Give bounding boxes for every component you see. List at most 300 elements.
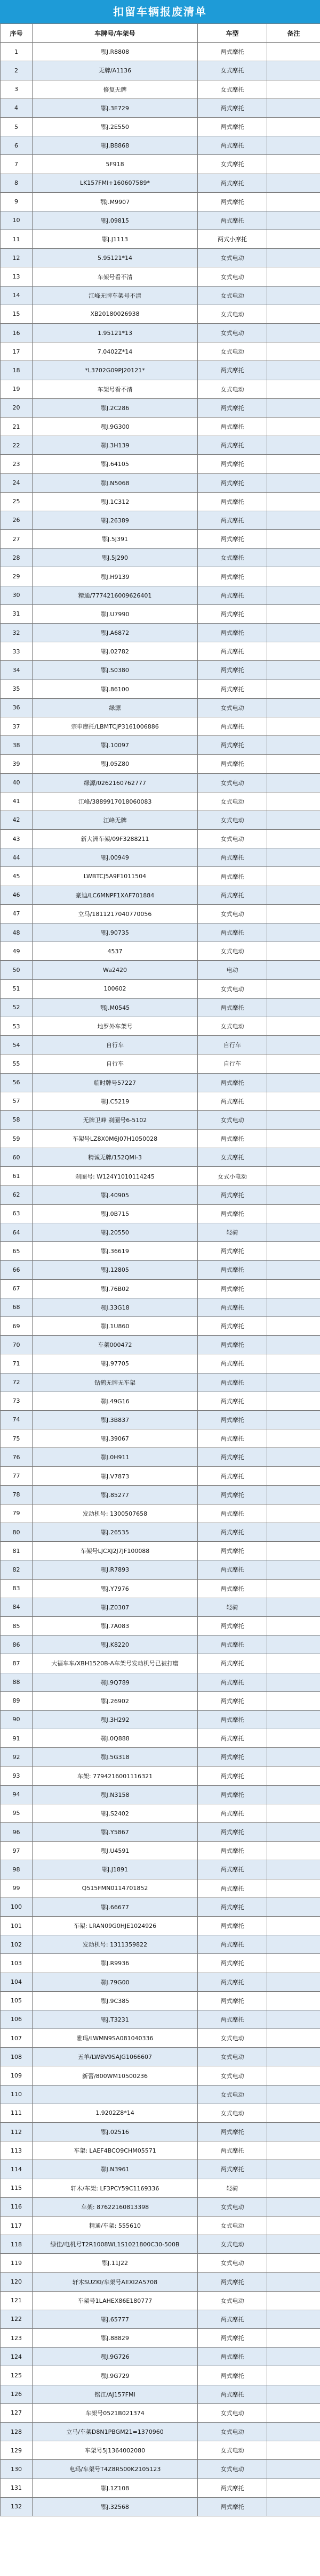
cell-note — [267, 1073, 320, 1092]
header-type: 车型 — [198, 24, 267, 43]
table-row — [1, 661, 320, 680]
cell-plate: 鄂J.9G729 — [33, 2366, 198, 2385]
cell-no: 86 — [1, 1635, 33, 1654]
cell-plate: 发动机号: 1311359822 — [33, 1935, 198, 1954]
cell-type: 女式摩托 — [198, 549, 267, 567]
cell-note — [267, 2441, 320, 2460]
cell-type: 两式摩托 — [198, 1935, 267, 1954]
cell-note — [267, 2066, 320, 2085]
table-row — [1, 961, 320, 979]
cell-no: 67 — [1, 1279, 33, 1298]
cell-note — [267, 904, 320, 923]
cell-type: 两式摩托 — [198, 867, 267, 886]
cell-note — [267, 324, 320, 342]
cell-plate: 鄂J.10097 — [33, 736, 198, 755]
cell-type: 两式摩托 — [198, 1898, 267, 1916]
cell-no: 79 — [1, 1504, 33, 1523]
cell-note — [267, 530, 320, 549]
cell-note — [267, 886, 320, 904]
cell-type: 两式摩托 — [198, 492, 267, 511]
table-row — [1, 642, 320, 661]
table-row — [1, 1579, 320, 1598]
cell-plate: 车架号1LAHEX86E180777 — [33, 2291, 198, 2310]
cell-type: 女式电动 — [198, 1017, 267, 1035]
table-row — [1, 455, 320, 473]
table-row — [1, 342, 320, 361]
cell-no: 37 — [1, 717, 33, 735]
cell-plate: 鄂J.02782 — [33, 642, 198, 661]
cell-type: 女式电动 — [198, 380, 267, 398]
cell-no: 123 — [1, 2329, 33, 2348]
cell-note — [267, 286, 320, 305]
table-row — [1, 1804, 320, 1822]
cell-type: 两式摩托 — [198, 1654, 267, 1673]
cell-no: 101 — [1, 1916, 33, 1935]
table-row — [1, 174, 320, 192]
cell-plate: 鄂J.C5219 — [33, 1092, 198, 1110]
cell-plate: 100602 — [33, 979, 198, 998]
cell-type: 两式摩托 — [198, 1092, 267, 1110]
cell-plate: 鄂J.39067 — [33, 1429, 198, 1448]
table-row — [1, 1429, 320, 1448]
table-row — [1, 2460, 320, 2479]
table-row — [1, 1935, 320, 1954]
cell-no: 2 — [1, 61, 33, 80]
table-row — [1, 2441, 320, 2460]
table-row — [1, 1973, 320, 1991]
cell-plate: 1.95121*13 — [33, 324, 198, 342]
cell-no: 34 — [1, 661, 33, 680]
cell-type: 两式摩托 — [198, 398, 267, 417]
cell-plate: 精通/7774216009626401 — [33, 586, 198, 604]
table-row — [1, 2104, 320, 2122]
cell-plate: *L3702G09PJ20121* — [33, 361, 198, 380]
cell-note — [267, 1748, 320, 1767]
table-row — [1, 1729, 320, 1748]
cell-plate: 五羊/LWBV9SAJG1066607 — [33, 2048, 198, 2066]
cell-plate: 宗申摩托/LBMTCJP3161006886 — [33, 717, 198, 735]
cell-type: 两式摩托 — [198, 2310, 267, 2328]
cell-type: 女式电动 — [198, 2441, 267, 2460]
cell-type: 两式摩托 — [198, 1673, 267, 1691]
cell-type: 自行车 — [198, 1036, 267, 1054]
table-row — [1, 1823, 320, 1842]
cell-plate: 鄂J.33G18 — [33, 1298, 198, 1316]
cell-no: 66 — [1, 1261, 33, 1279]
cell-plate: 鄂J.S2402 — [33, 1804, 198, 1822]
table-row — [1, 2385, 320, 2403]
table-row — [1, 136, 320, 155]
cell-plate: 5F918 — [33, 155, 198, 174]
cell-note — [267, 1204, 320, 1223]
cell-note — [267, 624, 320, 642]
cell-no: 96 — [1, 1823, 33, 1842]
cell-no: 44 — [1, 848, 33, 867]
cell-plate: 鄂J.1C312 — [33, 492, 198, 511]
cell-plate: 鄂J.N5068 — [33, 473, 198, 492]
cell-no: 7 — [1, 155, 33, 174]
cell-type: 两式摩托 — [198, 1767, 267, 1785]
table-row — [1, 1092, 320, 1110]
cell-plate: 新大洲车架/09F3288211 — [33, 830, 198, 848]
cell-note — [267, 1823, 320, 1842]
cell-note — [267, 2366, 320, 2385]
cell-plate: 车架: 87622160813398 — [33, 2197, 198, 2216]
cell-no: 18 — [1, 361, 33, 380]
cell-plate: 鄂J.S0380 — [33, 661, 198, 680]
cell-note — [267, 2160, 320, 2179]
table-row — [1, 530, 320, 549]
table-row — [1, 2179, 320, 2197]
cell-no: 45 — [1, 867, 33, 886]
cell-type: 两式摩托 — [198, 1954, 267, 1973]
cell-no: 104 — [1, 1973, 33, 1991]
cell-no: 14 — [1, 286, 33, 305]
cell-note — [267, 2497, 320, 2516]
cell-no: 5 — [1, 117, 33, 136]
cell-type: 两式摩托 — [198, 1748, 267, 1767]
cell-type: 女式摩托 — [198, 1148, 267, 1167]
cell-type: 两式摩托 — [198, 1410, 267, 1429]
cell-note — [267, 1804, 320, 1822]
cell-no: 81 — [1, 1542, 33, 1560]
table-row — [1, 2048, 320, 2066]
cell-note — [267, 923, 320, 942]
cell-no: 17 — [1, 342, 33, 361]
cell-type: 两式摩托 — [198, 1579, 267, 1598]
cell-plate: 鄂J.0Q888 — [33, 1729, 198, 1748]
table-row — [1, 2066, 320, 2085]
cell-no: 88 — [1, 1673, 33, 1691]
cell-no: 115 — [1, 2179, 33, 2197]
cell-no: 27 — [1, 530, 33, 549]
cell-no: 71 — [1, 1354, 33, 1373]
cell-plate: XB20180026938 — [33, 305, 198, 323]
cell-no: 1 — [1, 43, 33, 61]
cell-note — [267, 567, 320, 586]
cell-type: 电动 — [198, 961, 267, 979]
cell-no: 16 — [1, 324, 33, 342]
table-row — [1, 267, 320, 286]
cell-type: 两式摩托 — [198, 1130, 267, 1148]
cell-plate: 鄂J.12805 — [33, 1261, 198, 1279]
cell-type: 两式摩托 — [198, 586, 267, 604]
cell-plate: 鄂J.A6872 — [33, 624, 198, 642]
cell-note — [267, 1860, 320, 1879]
cell-no: 92 — [1, 1748, 33, 1767]
cell-no: 49 — [1, 942, 33, 961]
cell-plate: 立马/1811217040770056 — [33, 904, 198, 923]
table-row — [1, 586, 320, 604]
cell-note — [267, 473, 320, 492]
cell-no: 51 — [1, 979, 33, 998]
table-row — [1, 1261, 320, 1279]
cell-plate: 鄂J.11J22 — [33, 2254, 198, 2272]
cell-type: 女式电动 — [198, 342, 267, 361]
cell-note — [267, 1710, 320, 1729]
cell-note — [267, 492, 320, 511]
cell-type: 两式摩托 — [198, 1429, 267, 1448]
cell-type: 女式电动 — [198, 2423, 267, 2441]
cell-note — [267, 267, 320, 286]
cell-no: 130 — [1, 2460, 33, 2479]
cell-plate: 车架号0521B021374 — [33, 2403, 198, 2422]
table-row — [1, 361, 320, 380]
cell-note — [267, 2254, 320, 2272]
table-row — [1, 680, 320, 698]
table-row — [1, 61, 320, 80]
cell-plate: 鄂J.0B715 — [33, 1204, 198, 1223]
cell-note — [267, 2291, 320, 2310]
cell-plate: 鄂J.K8220 — [33, 1635, 198, 1654]
cell-note — [267, 99, 320, 117]
cell-note — [267, 80, 320, 99]
cell-note — [267, 1673, 320, 1691]
cell-note — [267, 2197, 320, 2216]
table-row — [1, 1448, 320, 1467]
cell-plate: 鄂J.88829 — [33, 2329, 198, 2348]
cell-no: 42 — [1, 811, 33, 829]
cell-note — [267, 1485, 320, 1504]
cell-type: 两式摩托 — [198, 1879, 267, 1898]
cell-type: 两式摩托 — [198, 2010, 267, 2029]
cell-no: 29 — [1, 567, 33, 586]
cell-type: 女式电动 — [198, 286, 267, 305]
cell-type: 两式摩托 — [198, 1279, 267, 1298]
cell-note — [267, 174, 320, 192]
cell-type: 女式电动 — [198, 2048, 267, 2066]
cell-note — [267, 1542, 320, 1560]
cell-note — [267, 1242, 320, 1261]
cell-type: 两式摩托 — [198, 2329, 267, 2348]
cell-plate: 鄂J.20550 — [33, 1223, 198, 1242]
table-row — [1, 1654, 320, 1673]
table-row — [1, 792, 320, 811]
cell-note — [267, 1785, 320, 1804]
table-row — [1, 867, 320, 886]
cell-note — [267, 2123, 320, 2141]
cell-note — [267, 1767, 320, 1785]
cell-type: 两式摩托 — [198, 1635, 267, 1654]
cell-type: 女式电动 — [198, 2197, 267, 2216]
cell-note — [267, 1598, 320, 1616]
cell-note — [267, 2141, 320, 2160]
table-row — [1, 1354, 320, 1373]
cell-note — [267, 680, 320, 698]
cell-type: 两式摩托 — [198, 680, 267, 698]
cell-note — [267, 2479, 320, 2497]
cell-type: 女式小电动 — [198, 1167, 267, 1185]
cell-no: 43 — [1, 830, 33, 848]
table-row — [1, 1185, 320, 1204]
header-plate: 车牌号/车架号 — [33, 24, 198, 43]
cell-type: 两式摩托 — [198, 736, 267, 755]
cell-plate: Q515FMN0114701852 — [33, 1879, 198, 1898]
cell-plate: 鄂J.02516 — [33, 2123, 198, 2141]
cell-no: 84 — [1, 1598, 33, 1616]
cell-plate: 鄂J.5G318 — [33, 1748, 198, 1767]
cell-no: 47 — [1, 904, 33, 923]
cell-note — [267, 1616, 320, 1635]
cell-type: 两式摩托 — [198, 1185, 267, 1204]
cell-note — [267, 773, 320, 792]
cell-no: 28 — [1, 549, 33, 567]
table-row — [1, 1336, 320, 1354]
table-row — [1, 492, 320, 511]
cell-note — [267, 230, 320, 249]
cell-no: 87 — [1, 1654, 33, 1673]
cell-plate: 鄂J.9G300 — [33, 417, 198, 436]
cell-note — [267, 736, 320, 755]
cell-note — [267, 436, 320, 455]
cell-plate: 无牌卫峰 刹圈号6-5102 — [33, 1110, 198, 1129]
cell-type: 两式摩托 — [198, 1785, 267, 1804]
cell-no: 12 — [1, 249, 33, 267]
table-row — [1, 755, 320, 773]
cell-plate: 轩木SUZKI/车架号AEXI2A5708 — [33, 2272, 198, 2291]
cell-type: 两式摩托 — [198, 2141, 267, 2160]
cell-note — [267, 1973, 320, 1991]
cell-plate: 车架号5J1364002080 — [33, 2441, 198, 2460]
cell-type: 两式摩托 — [198, 1691, 267, 1710]
cell-plate: 鄂J.40905 — [33, 1185, 198, 1204]
cell-type: 女式摩托 — [198, 61, 267, 80]
cell-plate: 鄂J.26389 — [33, 511, 198, 529]
cell-no: 100 — [1, 1898, 33, 1916]
cell-note — [267, 155, 320, 174]
table-row — [1, 2403, 320, 2422]
cell-no: 110 — [1, 2085, 33, 2104]
cell-note — [267, 2235, 320, 2254]
cell-plate: 地罗外车架号 — [33, 1017, 198, 1035]
table-row — [1, 2348, 320, 2366]
cell-type: 两式摩托 — [198, 136, 267, 155]
cell-no: 118 — [1, 2235, 33, 2254]
cell-plate: 发动机号: 1300507658 — [33, 1504, 198, 1523]
cell-plate: LK157FMI+160607589* — [33, 174, 198, 192]
table-row — [1, 1223, 320, 1242]
cell-plate: 修复无牌 — [33, 80, 198, 99]
cell-note — [267, 2460, 320, 2479]
cell-plate: 鄂J.Y5867 — [33, 1823, 198, 1842]
cell-plate: 车架号看不清 — [33, 267, 198, 286]
cell-plate: 鄂J.M9907 — [33, 192, 198, 211]
cell-type: 两式摩托 — [198, 1448, 267, 1467]
cell-plate: 自行车 — [33, 1054, 198, 1073]
cell-note — [267, 1392, 320, 1410]
cell-plate — [33, 2085, 198, 2104]
table-row — [1, 1691, 320, 1710]
cell-no: 95 — [1, 1804, 33, 1822]
table-row — [1, 1954, 320, 1973]
table-row — [1, 1616, 320, 1635]
cell-no: 63 — [1, 1204, 33, 1223]
cell-note — [267, 1167, 320, 1185]
cell-no: 68 — [1, 1298, 33, 1316]
cell-no: 22 — [1, 436, 33, 455]
cell-no: 91 — [1, 1729, 33, 1748]
cell-no: 39 — [1, 755, 33, 773]
table-row — [1, 1298, 320, 1316]
table-row — [1, 1017, 320, 1035]
vehicle-table — [0, 23, 320, 2516]
cell-plate: 车架号看不清 — [33, 380, 198, 398]
cell-plate: 鄂J.M0545 — [33, 998, 198, 1017]
cell-plate: 鄂J.J1113 — [33, 230, 198, 249]
cell-note — [267, 717, 320, 735]
cell-no: 19 — [1, 380, 33, 398]
cell-note — [267, 698, 320, 717]
cell-type: 两式摩托 — [198, 2160, 267, 2179]
cell-note — [267, 2310, 320, 2328]
cell-note — [267, 342, 320, 361]
cell-plate: 鄂J.05Z80 — [33, 755, 198, 773]
cell-plate: 鄂J.97705 — [33, 1354, 198, 1373]
cell-no: 32 — [1, 624, 33, 642]
cell-no: 38 — [1, 736, 33, 755]
cell-type: 两式摩托 — [198, 604, 267, 623]
cell-plate: 鄂J.26535 — [33, 1523, 198, 1542]
cell-no: 131 — [1, 2479, 33, 2497]
cell-note — [267, 1354, 320, 1373]
cell-note — [267, 1298, 320, 1316]
cell-plate: 精诚无牌/152QMI-3 — [33, 1148, 198, 1167]
cell-plate: LWBTCJ5A9F1011504 — [33, 867, 198, 886]
cell-plate: 鄂J.0H911 — [33, 1448, 198, 1467]
table-row — [1, 380, 320, 398]
cell-plate: 鄂J.00949 — [33, 848, 198, 867]
cell-note — [267, 1054, 320, 1073]
cell-no: 30 — [1, 586, 33, 604]
cell-no: 105 — [1, 1991, 33, 2010]
cell-note — [267, 2329, 320, 2348]
cell-note — [267, 1916, 320, 1935]
cell-note — [267, 792, 320, 811]
cell-note — [267, 1842, 320, 1860]
table-row — [1, 1598, 320, 1616]
cell-type: 两式摩托 — [198, 1991, 267, 2010]
table-row — [1, 717, 320, 735]
cell-type: 女式电动 — [198, 249, 267, 267]
cell-no: 57 — [1, 1092, 33, 1110]
header-no: 序号 — [1, 24, 33, 43]
cell-type: 两式摩托 — [198, 624, 267, 642]
cell-no: 127 — [1, 2403, 33, 2422]
table-row — [1, 2366, 320, 2385]
table-row — [1, 942, 320, 961]
cell-note — [267, 398, 320, 417]
cell-plate: 鄂J.J1891 — [33, 1860, 198, 1879]
table-row — [1, 2329, 320, 2348]
cell-no: 78 — [1, 1485, 33, 1504]
cell-plate: 鄂J.32568 — [33, 2497, 198, 2516]
cell-type: 女式电动 — [198, 2066, 267, 2085]
table-row — [1, 155, 320, 174]
cell-note — [267, 136, 320, 155]
cell-note — [267, 2272, 320, 2291]
cell-no: 11 — [1, 230, 33, 249]
cell-note — [267, 2029, 320, 2048]
table-row — [1, 2123, 320, 2141]
cell-no: 82 — [1, 1560, 33, 1579]
cell-plate: 鄂J.64105 — [33, 455, 198, 473]
cell-plate: 绿源 — [33, 698, 198, 717]
table-row — [1, 811, 320, 829]
cell-plate: 鄂J.85277 — [33, 1485, 198, 1504]
cell-no: 69 — [1, 1316, 33, 1335]
table-row — [1, 2272, 320, 2291]
cell-no: 23 — [1, 455, 33, 473]
